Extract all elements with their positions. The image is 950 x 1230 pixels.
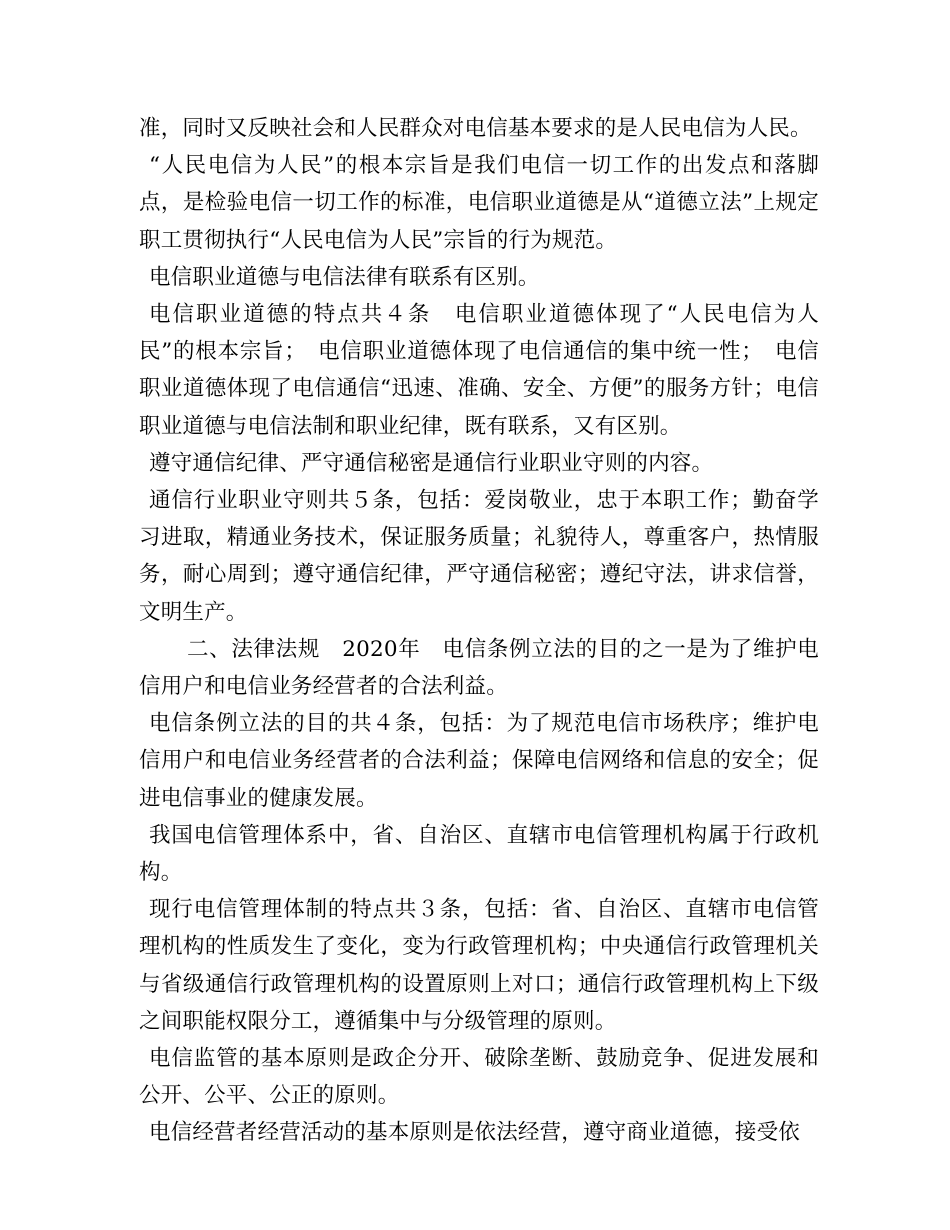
- document-page: [139, 110, 819, 1152]
- paragraph-6: 通信行业职业守则共５条，包括：爱岗敬业，忠于本职工作；勤奋学习进取，精通业务技术，保证服务质量；礼貌待人，尊重客户，热情服务，耐心周到；遵守通信纪律，严守通信秘密；遵纪守法，讲求信誉，文明生产。: [139, 488, 819, 625]
- paragraph-10: 现行电信管理体制的特点共３条，包括：省、自治区、直辖市电信管理机构的性质发生了变化，变为行政管理机构；中央通信行政管理机关与省级通信行政管理机构的设置原则上对口；通信行政管理机构上下级之间职能权限分工，遵循集中与分级管理的原则。: [139, 897, 819, 1034]
- section-heading-paragraph: 二、法律法规 2020年 电信条例立法的目的之一是为了维护电信用户和电信业务经营者的合法利益。: [139, 636, 819, 700]
- paragraph-12: 电信经营者经营活动的基本原则是依法经营，遵守商业道德，接受依: [149, 1120, 801, 1146]
- paragraph-1: 准，同时又反映社会和人民群众对电信基本要求的是人民电信为人民。: [139, 116, 812, 141]
- paragraph-2: “人民电信为人民”的根本宗旨是我们电信一切工作的出发点和落脚点，是检验电信一切工作的标准，电信职业道德是从“道德立法”上规定职工贯彻执行“人民电信为人民”宗旨的行为规范。: [139, 153, 819, 253]
- paragraph-8: 电信条例立法的目的共４条，包括：为了规范电信市场秩序；维护电信用户和电信业务经营者的合法利益；保障电信网络和信息的安全；促进电信事业的健康发展。: [139, 711, 819, 811]
- paragraph-5: 遵守通信纪律、严守通信秘密是通信行业职业守则的内容。: [149, 450, 714, 476]
- paragraph-3: 电信职业道德与电信法律有联系有区别。: [149, 264, 540, 290]
- paragraph-4: 电信职业道德的特点共４条 电信职业道德体现了“人民电信为人民”的根本宗旨； 电信职业道德体现了电信通信的集中统一性； 电信职业道德体现了电信通信“迅速、准确、安全、方便”的服务方针；电信职业道德与电信法制和职业纪律，既有联系，又有区别。: [139, 302, 819, 439]
- paragraph-11: 电信监管的基本原则是政企分开、破除垄断、鼓励竞争、促进发展和公开、公平、公正的原则。: [139, 1046, 819, 1109]
- paragraph-9: 我国电信管理体系中，省、自治区、直辖市电信管理机构属于行政机构。: [139, 822, 819, 886]
